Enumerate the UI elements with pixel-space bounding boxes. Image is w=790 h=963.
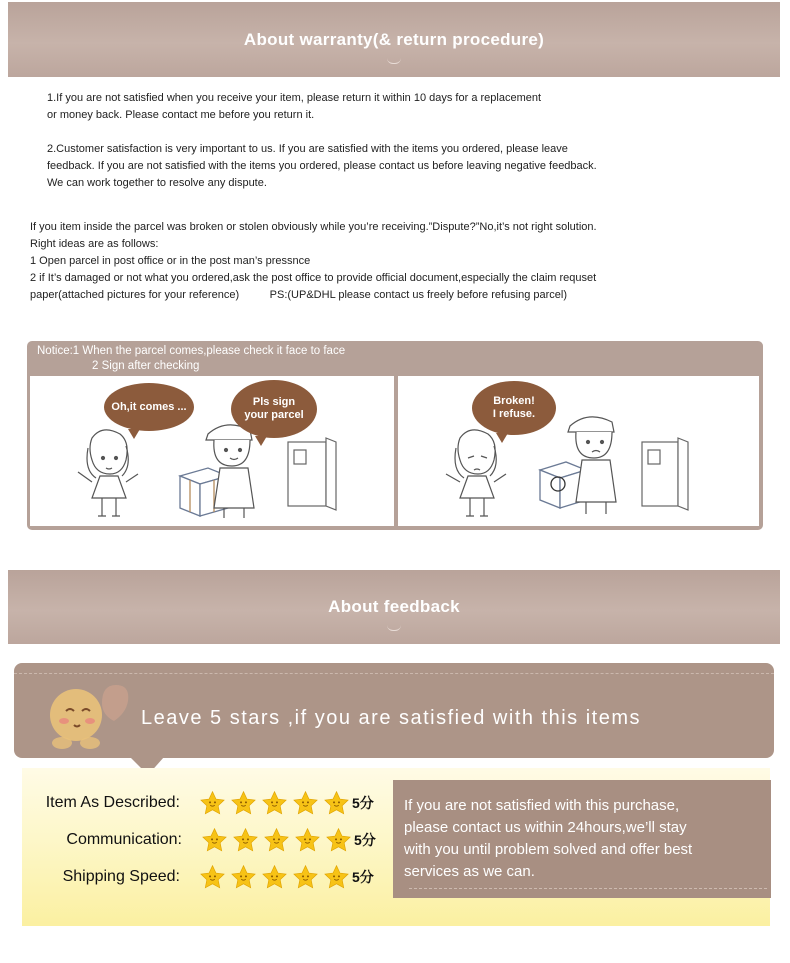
star-rating [201, 827, 352, 854]
star-icon [201, 827, 228, 854]
rating-label: Item As Described: [45, 794, 180, 811]
text-line: 1 Open parcel in post office or in the post man’s pressnce [30, 255, 311, 267]
star-icon [232, 827, 259, 854]
smiley-mascot-icon [32, 663, 142, 758]
rating-label: Communication: [66, 831, 182, 848]
speech-bubble-girl: Oh,it comes ... [104, 383, 194, 431]
text-line: with you until problem solved and offer best [404, 841, 693, 858]
star-icon [199, 790, 226, 817]
warranty-title: About warranty(& return procedure) [243, 29, 545, 49]
star-rating [199, 790, 350, 817]
text-line: 1.If you are not satisfied when you receive your item, please return it within 10 days for a replacement [47, 92, 542, 104]
delivery-refuse-illustration [398, 376, 759, 526]
contact-info-text [404, 795, 692, 883]
star-icon [261, 864, 288, 891]
chevron-down-icon [387, 58, 401, 64]
dashed-divider [409, 888, 767, 889]
star-icon [199, 864, 226, 891]
text-line: feedback. If you are not satisfied with the items you ordered, please contact us before leaving negative feedback. [47, 160, 597, 172]
dispute-instructions [30, 219, 760, 304]
star-icon [325, 827, 352, 854]
text-line: please contact us within 24hours,we’ll stay [404, 819, 687, 836]
text-line: paper(attached pictures for your reference) PS:(UP&DHL please contact us freely before refusing parcel) [30, 289, 568, 301]
text-line: Right ideas are as follows: [30, 238, 159, 250]
rating-score: 5分 [352, 869, 374, 885]
text-line: 2 if It’s damaged or not what you ordered,ask the post office to provide official document,especially the claim requset [30, 272, 597, 284]
contact-info-box [393, 780, 771, 898]
rating-row-communication [24, 825, 376, 855]
notice-line-1: Notice:1 When the parcel comes,please check it face to face [37, 345, 346, 357]
speech-bubble-postman: Pls sign your parcel [231, 380, 317, 438]
warranty-banner [8, 2, 780, 77]
text-line: 2.Customer satisfaction is very important to us. If you are satisfied with the items you ordered, please leave [47, 143, 568, 155]
bubble-line-2: I refuse. [492, 408, 536, 420]
notice-illustration [27, 341, 763, 530]
star-icon [261, 790, 288, 817]
star-icon [292, 790, 319, 817]
feedback-title: About feedback [328, 597, 460, 616]
warranty-point-2 [47, 141, 747, 192]
illustration-panel-refuse [398, 376, 759, 526]
illustration-panel-accept [30, 376, 394, 526]
notice-line-2: 2 Sign after checking [92, 360, 200, 372]
text-line: If you are not satisfied with this purchase, [404, 797, 680, 814]
star-icon [230, 864, 257, 891]
text-line: We can work together to resolve any dispute. [47, 177, 267, 189]
text-line: or money back. Please contact me before you return it. [47, 109, 315, 121]
chevron-down-icon [387, 625, 401, 631]
speech-bubble-girl-refuse [472, 381, 556, 435]
rating-score: 5分 [352, 795, 374, 811]
rating-score: 5分 [354, 832, 376, 848]
notice-text [37, 344, 345, 374]
rating-row-item-described [22, 788, 374, 818]
leave-stars-text: Leave 5 stars ,if you are satisfied with this items [141, 707, 642, 729]
star-icon [323, 864, 350, 891]
star-icon [323, 790, 350, 817]
star-rating [199, 864, 350, 891]
warranty-point-1 [47, 90, 737, 124]
bubble-line-1: Broken! [493, 395, 535, 407]
text-line: services as we can. [404, 863, 535, 880]
delivery-accept-illustration [30, 376, 394, 526]
star-icon [294, 827, 321, 854]
feedback-banner [8, 570, 780, 644]
rating-row-shipping-speed [22, 862, 374, 892]
rating-label: Shipping Speed: [62, 868, 180, 885]
star-icon [230, 790, 257, 817]
leave-stars-banner [14, 663, 774, 758]
star-icon [292, 864, 319, 891]
text-line: If you item inside the parcel was broken or stolen obviously while you’re receiving.”Dispute?”No,it’s not right solution. [30, 221, 597, 233]
star-icon [263, 827, 290, 854]
